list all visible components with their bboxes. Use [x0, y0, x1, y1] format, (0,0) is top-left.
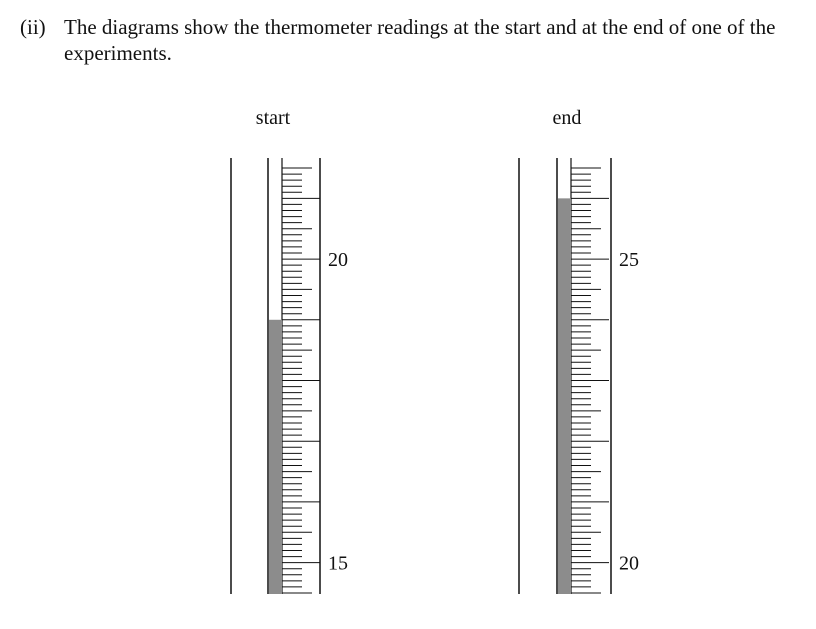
- scale-label: 15: [328, 552, 348, 575]
- mercury-column: [269, 320, 282, 594]
- thermometer-title-end: end: [552, 107, 582, 129]
- thermometer-start: [231, 107, 348, 594]
- thermometer-end: [519, 107, 639, 594]
- question-number: (ii): [20, 15, 46, 39]
- mercury-column: [558, 198, 571, 594]
- scale-label: 20: [619, 552, 639, 575]
- thermometer-title-start: start: [255, 107, 291, 129]
- scale-label: 20: [328, 249, 348, 272]
- scale-label: 25: [619, 249, 639, 272]
- question-text: The diagrams show the thermometer readings at the start and at the end of one of the experiments.: [64, 15, 776, 65]
